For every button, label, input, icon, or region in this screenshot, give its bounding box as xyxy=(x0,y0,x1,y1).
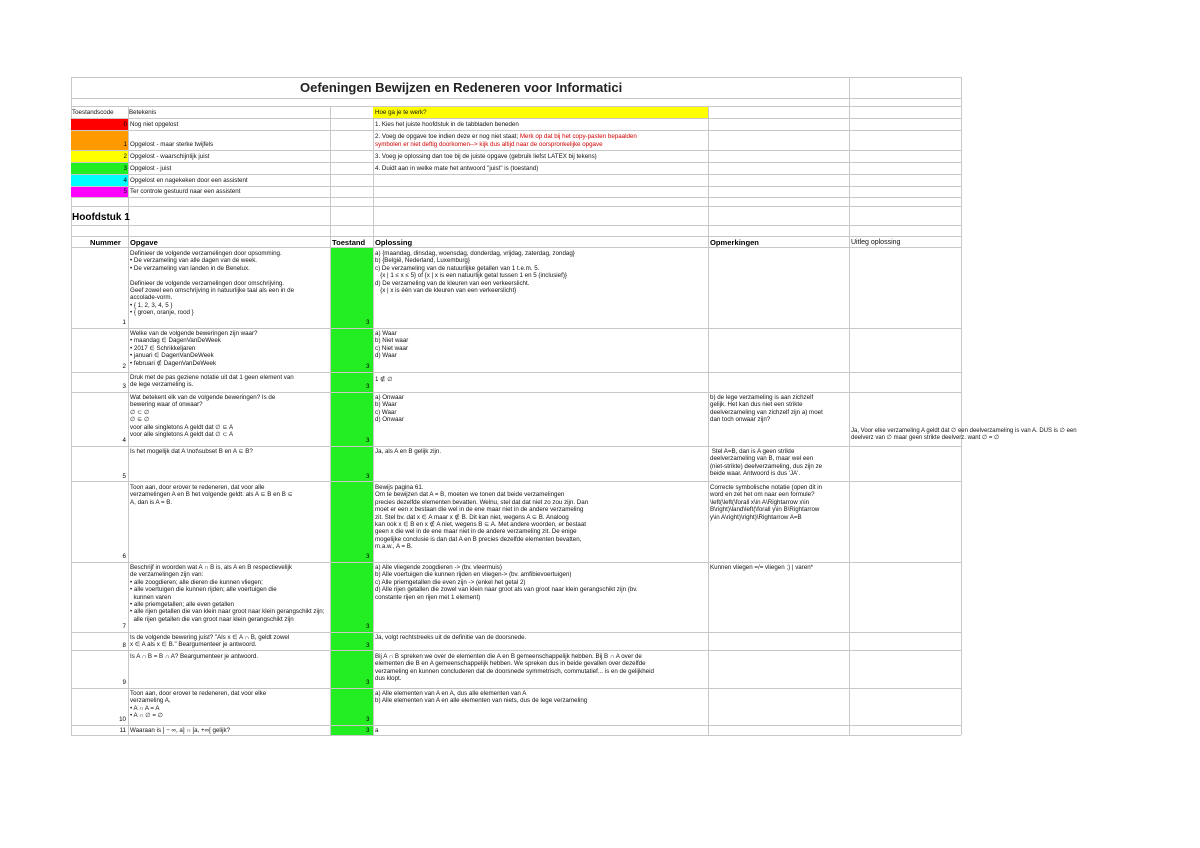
state-value: 3 xyxy=(366,437,370,444)
state-value: 3 xyxy=(366,716,370,723)
solution-text: a) Alle elementen van A en A, dus alle elementen van A b) Alle elementen van A en alle elementen van niets, dus de lege verzameling xyxy=(375,690,588,705)
solution-text: 1 ∉ ∅ xyxy=(375,376,393,383)
state-cell xyxy=(331,248,373,328)
solution-text: a xyxy=(375,727,379,734)
state-value: 3 xyxy=(366,623,370,630)
task-text: Is het mogelijk dat A \not\subset B en A ⊆ B? xyxy=(130,448,253,455)
state-value: 3 xyxy=(366,553,370,560)
row-number: 2 xyxy=(122,363,126,370)
legend-label: Ter controle gestuurd naar een assistent xyxy=(130,188,241,195)
col-state: Toestand xyxy=(332,238,366,247)
solution-text: Bij A ∩ B spreken we over de elementen die A en B gemeenschappelijk hebben. Bij B ∩ A over de elementen die B en A gemeenschappelijk hebben. We spreken dus in beide gevallen over dezelfde verzameling en kunnen concluderen dat de doorsnede symmetrisch, commutatief... is en de gelijkheid dus klopt. xyxy=(375,653,654,683)
row-number: 1 xyxy=(122,319,126,326)
solution-text: Bewijs pagina 61. Om te bewijzen dat A = B, moeten we tonen dat beide verzamelingen precies dezelfde elementen bevatten. Welnu, stel dat dat niet zo zou zijn. Dan moet er een x bestaan die wel in de ene maar niet in de andere verzameling zit. Stel bv. dat x ∈ A maar x ∉ B. Dit kan niet, wegens A ⊆ B. Analoog kan ook x ∈ B en x ∉ A niet, wegens B ⊆ A. Met andere woorden, er bestaat geen x die wel in de ene maar niet in de andere verzameling zit. De enige mogelijke conclusie is dan dat A en B precies dezelfde elementen bevatten, m.a.w., A = B. xyxy=(375,484,589,551)
task-text: Toon aan, door erover te redeneren, dat voor alle verzamelingen A en B het volgende geldt: als A ⊆ B en B ⊆ A, dan is A = B. xyxy=(130,484,293,506)
legend-code: 3 xyxy=(123,165,127,172)
task-text: Druk met de pas geziene notatie uit dat 1 geen element van de lege verzameling is. xyxy=(130,374,294,389)
state-cell xyxy=(331,482,373,562)
col-number: Nummer xyxy=(90,238,121,247)
solution-text: a) {maandag, dinsdag, woensdag, donderdag, vrijdag, zaterdag, zondag} b) {België, Nederland, Luxemburg} c) De verzameling van de natuurlijke getallen van 1 t.e.m. 5. {x | 1 ≤ x ≤ 5} of {x | x is een natuurlijk getal tussen 1 en 5 (inclusief)} d) De verzameling van de kleuren van een verkeerslicht. {x | x is één van de kleuren van een verkeerslicht} xyxy=(375,250,575,295)
legend-label: Opgelost - maar sterke twijfels xyxy=(130,141,214,148)
row-number: 9 xyxy=(122,679,126,686)
chapter-heading: Hoofdstuk 1 xyxy=(72,212,130,223)
state-value: 3 xyxy=(366,473,370,480)
solution-text: Ja, volgt rechtstreeks uit de definitie van de doorsnede. xyxy=(375,634,527,641)
state-value: 3 xyxy=(366,642,370,649)
howto-step-3: 3. Voeg je oplossing dan toe bij de juiste opgave (gebruik liefst LATEX bij tekens) xyxy=(375,153,597,160)
remark-text: Correcte symbolische notatie (open dit in word en zet het om naar een formule? \left(\left(\forall x\in A\Rightarrow x\in B\right)\land\left(\forall y\in B\Rightarrow y\in A\right)\right)\Rightarrow A=B xyxy=(710,484,823,521)
task-text: Definieer de volgende verzamelingen door opsomming. • De verzameling van alle dagen van de week. • De verzameling van landen in de Benelux. Definieer de volgende verzamelingen door omschrijving. Geef zowel een omschrijving in natuurlijke taal als een in de accolade-vorm. • { 1, 2, 3, 4, 5 } • { groen, oranje, rood } xyxy=(130,250,295,317)
solution-text: a) Waar b) Niet waar c) Niet waar d) Waar xyxy=(375,330,409,360)
legend-code-header: Toestandscode xyxy=(72,109,114,116)
task-text: Toon aan, door erover te redeneren, dat voor elke verzameling A, • A ∩ A = A • A ∩ ∅ = ∅ xyxy=(130,690,267,720)
legend-code: 1 xyxy=(123,141,127,148)
state-value: 3 xyxy=(366,727,370,734)
howto-step-2: 2. Voeg de opgave toe indien deze er nog niet staat; Merk op dat bij het copy-pasten bepaalden xyxy=(375,133,637,140)
legend-meaning-header: Betekenis xyxy=(129,109,157,116)
row-number: 4 xyxy=(122,437,126,444)
task-text: Welke van de volgende beweringen zijn waar? • maandag ∈ DagenVanDeWeek • 2017 ∈ Schrikkeljaren • januari ∈ DagenVanDeWeek • februari ∉ DagenVanDeWeek xyxy=(130,330,258,367)
explanation-text: Ja, Voor elke verzameling A geldt dat ∅ een deelverzameling is van A. DUS is ∅ een deelverz van ∅ maar geen strikte deelverz. want ∅ = ∅ xyxy=(851,428,1077,442)
legend-label: Nog niet opgelost xyxy=(130,121,179,128)
row-number: 3 xyxy=(122,383,126,390)
state-value: 3 xyxy=(366,319,370,326)
task-text: Is A ∩ B = B ∩ A? Beargumenteer je antwoord. xyxy=(130,653,259,660)
howto-step-1: 1. Kies het juiste hoofdstuk in de tabbladen beneden xyxy=(375,121,519,128)
task-text: Is de volgende bewering juist? "Als x ∈ A ∩ B, geldt zowel x ∈ A als x ∈ B." Beargumenteer je antwoord. xyxy=(130,634,290,649)
task-text: Beschrijf in woorden wat A ∩ B is, als A en B respectievelijk de verzamelingen zijn van: • alle zoogdieren; alle dieren die kunnen vliegen; • alle voertuigen die kunnen rijden; alle voertuigen die kunnen varen • alle priemgetallen; alle even getallen • alle rijen getallen die van klein naar groot naar klein gerangschikt zijn; alle rijen getallen die van groot naar klein gerangschikt zijn xyxy=(130,564,325,623)
solution-text: a) Onwaar b) Waar c) Waar d) Onwaar xyxy=(375,394,404,424)
solution-text: Ja, als A en B gelijk zijn. xyxy=(375,448,442,455)
sheet-title: Oefeningen Bewijzen en Redeneren voor Informatici xyxy=(300,80,623,95)
solution-text: a) Alle vliegende zoogdieren -> (bv. vleermuis) b) Alle voertuigen die kunnen rijden en vliegen-> (bv. amfibievoertuigen) c) Alle priemgetallen die even zijn -> (enkel het getal 2) d) Alle rijen getallen die zowel van klein naar groot als van groot naar klein gerangschikt zijn (bv. constante rijen en rijen met 1 element) xyxy=(375,564,638,601)
col-solution: Oplossing xyxy=(375,238,413,247)
howto-step-2-warning: symbolen er niet deftig doorkomen--> kijk dus altijd naar de oorspronkelijke opgave xyxy=(375,141,603,148)
row-number: 11 xyxy=(119,727,126,734)
row-number: 10 xyxy=(119,716,126,723)
remark-text: Kunnen vliegen =/= vliegen ;) | varen* xyxy=(710,564,814,571)
state-cell xyxy=(331,563,373,632)
legend-code: 5 xyxy=(123,188,127,195)
col-task: Opgave xyxy=(130,238,158,247)
legend-label: Opgelost - waarschijnlijk juist xyxy=(130,153,210,160)
remark-text: Stel A=B, dan is A geen strikte deelverzameling van B, maar wel een (niet-strikte) deelverzameling, dus zijn ze beide waar. Antwoord is dus 'JA'. xyxy=(710,448,823,478)
state-value: 3 xyxy=(366,383,370,390)
task-text: Waaraan is ] − ∞, a] ∩ [a, +∞[ gelijk? xyxy=(130,727,231,734)
state-value: 3 xyxy=(366,363,370,370)
legend-code: 4 xyxy=(123,177,127,184)
howto-step-4: 4. Duidt aan in welke mate het antwoord "juist" is (toestand) xyxy=(375,165,539,172)
col-remarks: Opmerkingen xyxy=(710,238,759,247)
legend-label: Opgelost - juist xyxy=(130,165,172,172)
row-number: 5 xyxy=(122,473,126,480)
row-number: 8 xyxy=(122,642,126,649)
howto-title: Hoe ga je te werk? xyxy=(375,109,427,116)
remark-text: b) de lege verzameling is aan zichzelf gelijk. Het kan dus niet een strikte deelverzameling van zichzelf zijn a) moet dan toch onwaar zijn? xyxy=(710,394,823,424)
col-explanation: Uitleg oplossing xyxy=(851,239,901,246)
legend-label: Opgelost en nagekeken door een assistent xyxy=(130,177,248,184)
task-text: Wat betekent elk van de volgende beweringen? Is de bewering waar of onwaar? ∅ ⊂ ∅ ∅ ⊆ ∅ voor alle singletons A geldt dat ∅ ⊆ A voor alle singletons A geldt dat ∅ ⊂ A xyxy=(130,394,276,439)
legend-code: 0 xyxy=(123,121,127,128)
state-value: 3 xyxy=(366,679,370,686)
row-number: 6 xyxy=(122,553,126,560)
row-number: 7 xyxy=(122,623,126,630)
legend-code: 2 xyxy=(123,153,127,160)
